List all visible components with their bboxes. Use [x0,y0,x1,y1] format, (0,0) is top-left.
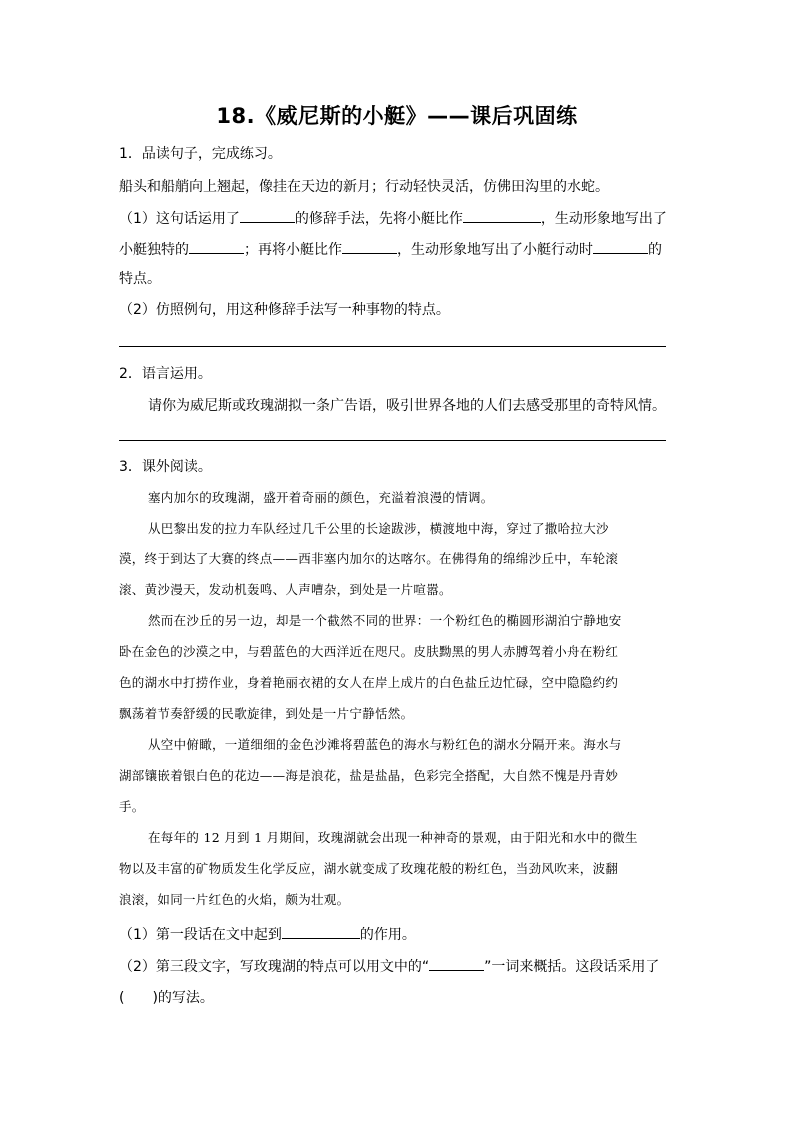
q3-sub2-text-a: （2）第三段文字，写玫瑰湖的特点可以用文中的“ [119,959,430,975]
reading-line: 浪滚，如同一片红色的火焰，颇为壮观。 [119,892,350,907]
reading-line: 塞内加尔的玫瑰湖，盛开着奇丽的颜色，充溢着浪漫的情调。 [148,490,494,505]
q3-sub1-text-b: 的作用。 [359,927,416,943]
q1-sub1-text-c: ，生动形象地写出了 [540,211,667,227]
q1-sub1-text-b: 的修辞手法，先将小艇比作 [294,211,463,227]
q1-sub1-text-f: ，生动形象地写出了小艇行动时 [397,242,593,258]
page-title: 18.《威尼斯的小艇》——课后巩固练 [216,104,578,128]
answer-blank-keyword[interactable] [429,956,484,971]
q1-sub1-line2 [119,239,662,260]
q3-sub1 [119,924,416,945]
q1-sub1-text-e: ；再将小艇比作 [244,242,342,258]
reading-line: 物以及丰富的矿物质发生化学反应，湖水就变成了玫瑰花般的粉红色，当劲风吹来，波翻 [119,861,619,876]
reading-line: 从巴黎出发的拉力车队经过几千公里的长途跋涉，横渡地中海，穿过了撒哈拉大沙 [148,521,609,536]
answer-blank-shape[interactable] [189,239,244,254]
q1-sentence: 船头和船艄向上翘起，像挂在天边的新月；行动轻快灵活，仿佛田沟里的水蛇。 [119,179,609,195]
answer-blank-function[interactable] [282,924,360,939]
q1-sub1-text-d: 小艇独特的 [119,242,189,258]
reading-line: 色的湖水中打捞作业，身着艳丽衣裙的女人在岸上成片的白色盐丘边忙碌，空中隐隐约约 [119,675,619,690]
answer-line-q2[interactable] [119,440,666,441]
q1-sub1-text-a: （1）这句话运用了 [119,211,240,227]
reading-line: 漠，终于到达了大赛的终点——西非塞内加尔的达喀尔。在佛得角的绵绵沙丘中，车轮滚 [119,551,619,566]
q2-prompt: 请你为威尼斯或玫瑰湖拟一条广告语，吸引世界各地的人们去感受那里的奇特风情。 [148,398,666,414]
reading-line: 从空中俯瞰，一道细细的金色沙滩将碧蓝色的海水与粉红色的湖水分隔开来。海水与 [148,737,622,752]
q2-heading: 2．语言运用。 [119,366,212,382]
reading-line: 在每年的 12 月到 1 月期间，玫瑰湖就会出现一种神奇的景观，由于阳光和水中的微生 [148,830,638,845]
q3-heading: 3．课外阅读。 [119,459,212,475]
q3-sub2-text-b: ”一词来概括。这段话采用了 [484,959,660,975]
q1-sub1-text-g: 的 [648,242,662,258]
answer-line-q1[interactable] [119,346,666,347]
q1-heading: 1．品读句子，完成练习。 [119,146,282,162]
q3-sub2 [119,956,659,977]
reading-line: 飘荡着节奏舒缓的民歌旋律，到处是一片宁静恬然。 [119,706,414,721]
reading-line: 卧在金色的沙漠之中，与碧蓝色的大西洋近在咫尺。皮肤黝黑的男人赤膊驾着小舟在粉红 [119,644,619,659]
q3-sub2-line2: ( )的写法。 [119,990,214,1006]
q1-sub2: （2）仿照例句，用这种修辞手法写一种事物的特点。 [119,302,450,318]
q1-sub1-line3: 特点。 [119,271,161,287]
q3-sub1-text-a: （1）第一段话在文中起到 [119,927,282,943]
reading-line: 然而在沙丘的另一边，却是一个截然不同的世界：一个粉红色的椭圆形湖泊宁静地安 [148,613,622,628]
answer-blank-compare-2[interactable] [342,239,397,254]
answer-blank-rhetoric[interactable] [240,208,295,223]
reading-line: 手。 [119,799,145,814]
answer-blank-motion[interactable] [593,239,648,254]
answer-blank-compare-1[interactable] [463,208,541,223]
q1-sub1-line1 [119,208,667,229]
reading-line: 湖部镶嵌着银白色的花边——海是浪花，盐是盐晶，色彩完全搭配，大自然不愧是丹青妙 [119,768,619,783]
reading-line: 滚、黄沙漫天，发动机轰鸣、人声嘈杂，到处是一片喧嚣。 [119,582,452,597]
